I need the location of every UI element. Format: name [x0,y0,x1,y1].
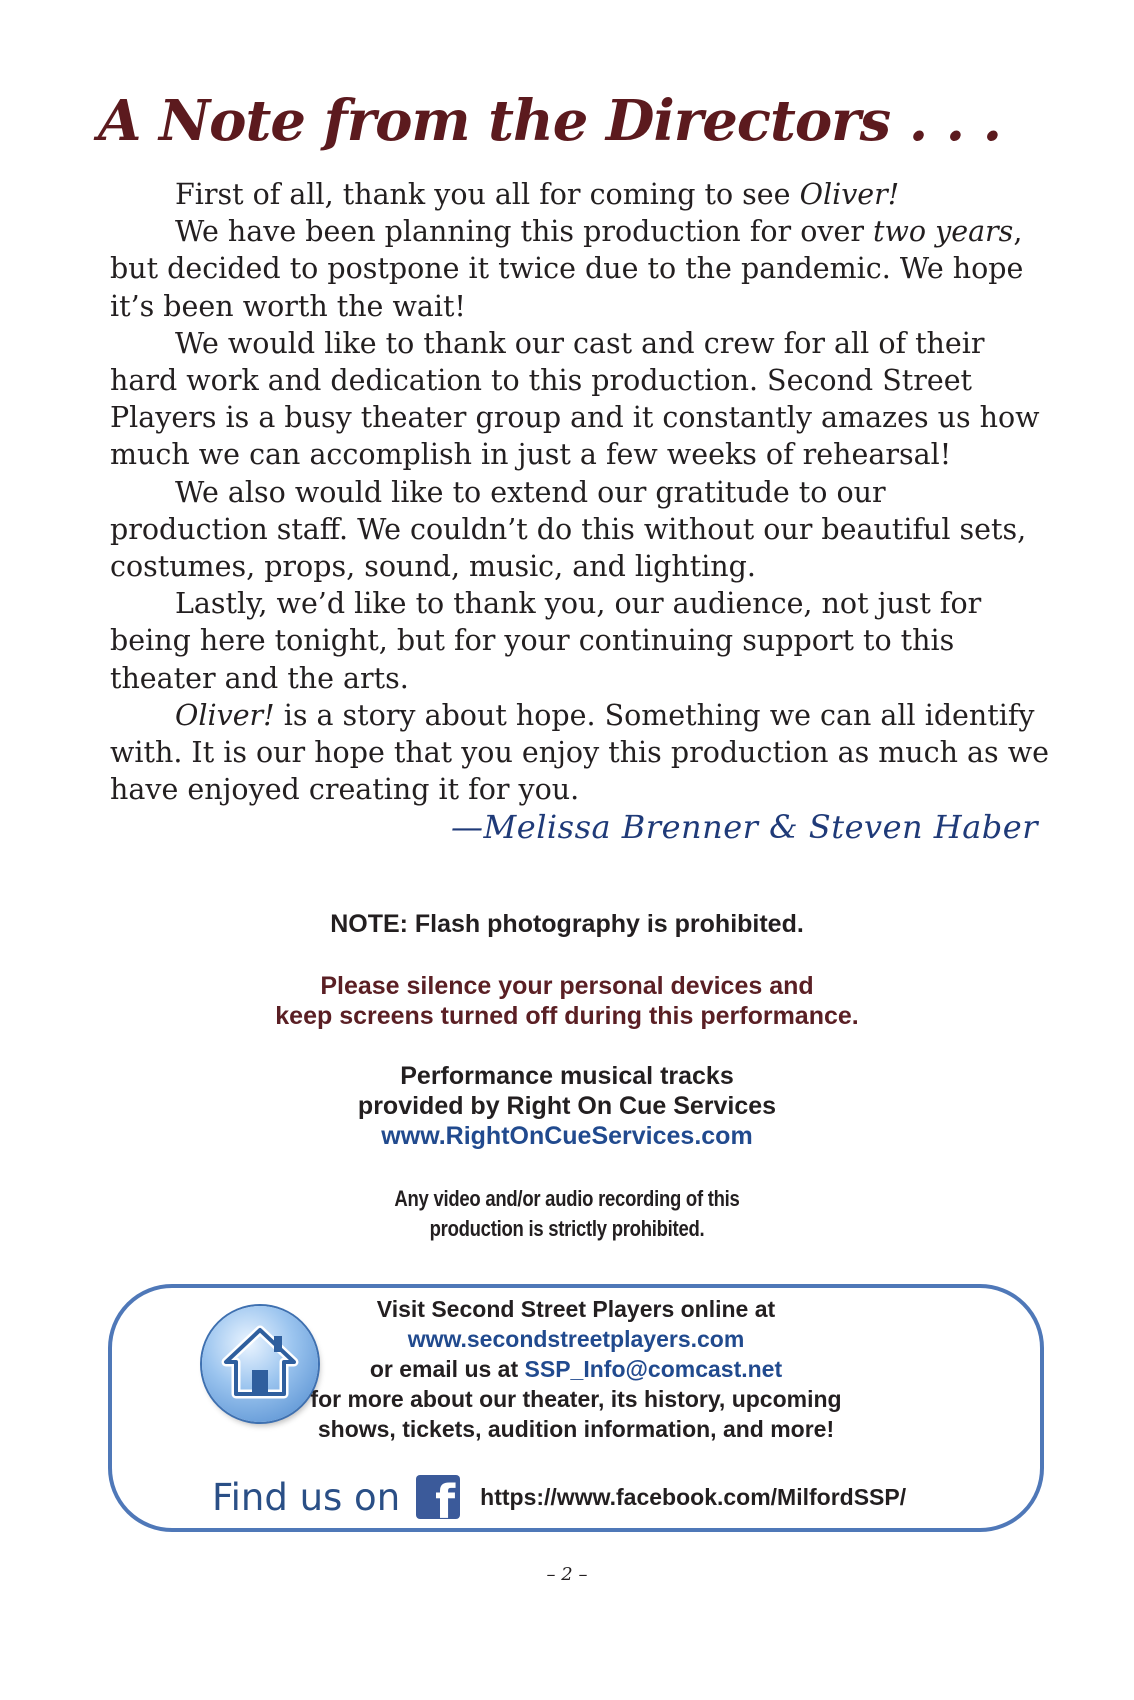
letter-text: , but decided to postpone it twice due to the pandemic. We hope it’s been worth the wait! [110,215,1024,323]
facebook-row [212,1472,906,1522]
email-link[interactable]: SSP_Info@comcast.net [524,1356,783,1382]
tracks-website-link[interactable]: www.RightOnCueServices.com [381,1122,753,1150]
letter-text: We would like to thank our cast and crew for all of their hard work and dedication to this production. Second Street Players is a busy theater group and it constantly amazes us how much we can accomplish in just a few weeks of rehearsal! [110,326,1040,472]
more-info-line: for more about our theater, its history, upcoming [310,1386,842,1412]
directors-letter [110,176,1050,808]
website-link[interactable]: www.secondstreetplayers.com [407,1326,745,1352]
directors-signature: —Melissa Brenner & Steven Haber [450,808,1038,846]
email-line [172,1354,980,1384]
contact-text [172,1294,980,1444]
silence-notice-line: Please silence your personal devices and [320,972,814,1000]
letter-paragraph [110,585,1050,697]
letter-paragraph [110,325,1050,474]
email-prefix: or email us at [369,1356,525,1382]
letter-emphasis: Oliver! [799,178,900,211]
recording-notice-line: Any video and/or audio recording of this [394,1186,740,1211]
letter-paragraph [110,213,1050,325]
letter-emphasis: two years [873,215,1014,249]
silence-notice-line: keep screens turned off during this performance. [275,1002,859,1030]
tracks-credit-line: Performance musical tracks [400,1062,734,1090]
tracks-credit-line: provided by Right On Cue Services [357,1092,777,1120]
letter-text: is a story about hope. Something we can all identify with. It is our hope that you enjoy this production as much as we have enjoyed creating it for you. [110,698,1049,807]
find-us-label: Find us on [212,1475,401,1519]
more-info-line: shows, tickets, audition information, and more! [317,1416,835,1442]
letter-text: Lastly, we’d like to thank you, our audience, not just for being here tonight, but for your continuing support to this theater and the arts. [110,587,982,695]
letter-text: We have been planning this production for over [175,215,874,249]
page-number: – 2 – [546,1564,588,1585]
facebook-icon[interactable]: f [416,1475,460,1519]
flash-notice-text: NOTE: Flash photography is prohibited. [330,910,804,938]
letter-emphasis: Oliver! [175,698,275,732]
tracks-credit [0,1061,1134,1151]
contact-info-box [108,1284,1044,1532]
recording-notice [91,1184,1044,1244]
facebook-link[interactable]: https://www.facebook.com/MilfordSSP/ [480,1483,907,1510]
flash-notice [0,910,1134,939]
page-title: A Note from the Directors . . . [98,88,1002,154]
letter-paragraph [110,697,1050,809]
silence-notice [0,971,1134,1031]
letter-paragraph [110,474,1050,586]
recording-notice-line: production is strictly prohibited. [429,1216,705,1241]
letter-text: First of all, thank you all for coming to see [175,178,800,211]
letter-text: We also would like to extend our gratitude to our production staff. We couldn’t do this without our beautiful sets, costumes, props, sound, music, and lighting. [110,475,1027,584]
letter-paragraph [110,176,1050,213]
visit-text: Visit Second Street Players online at [376,1296,776,1322]
